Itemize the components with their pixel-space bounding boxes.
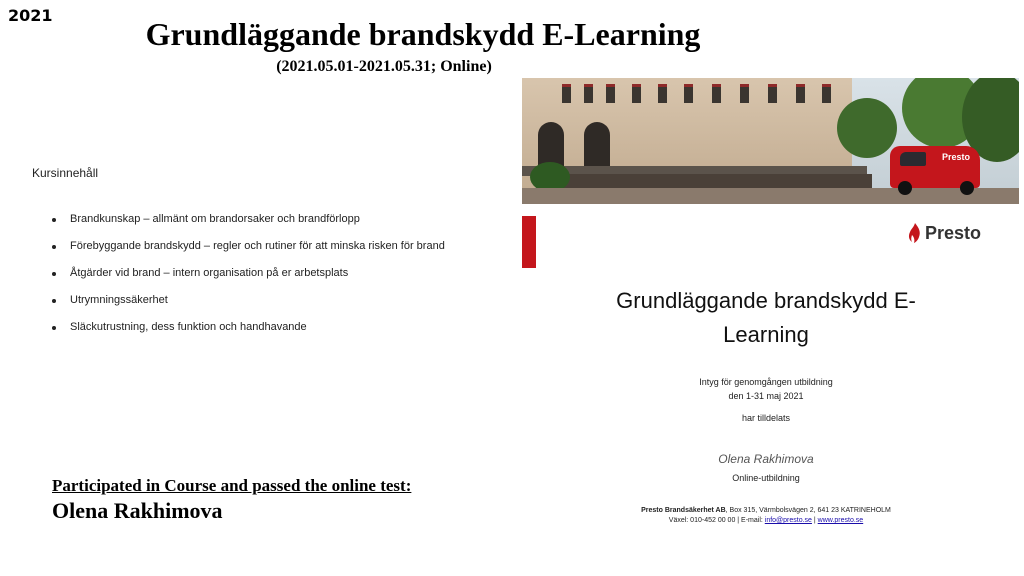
certificate-recipient: Olena Rakhimova bbox=[718, 452, 814, 466]
participation-statement: Participated in Course and passed the online test: bbox=[52, 476, 412, 495]
photo-window bbox=[684, 84, 693, 103]
photo-van-logo: Presto bbox=[942, 152, 971, 162]
photo-van-window bbox=[900, 152, 926, 166]
certificate-dates: den 1-31 maj 2021 bbox=[728, 391, 804, 401]
footer-phone: Växel: 010-452 00 00 | E-mail: bbox=[668, 517, 765, 524]
footer-separator: | bbox=[811, 517, 818, 524]
certificate-type: Online-utbildning bbox=[732, 473, 800, 483]
photo-window bbox=[562, 84, 571, 103]
presto-logo bbox=[908, 222, 981, 244]
year-label: 2021 bbox=[8, 6, 53, 25]
photo-van-wheel bbox=[898, 181, 912, 195]
brand-accent-bar bbox=[522, 216, 536, 268]
photo-window bbox=[632, 84, 641, 103]
course-content-item: Brandkunskap – allmänt om brandorsaker och brandförlopp bbox=[50, 213, 445, 240]
photo-arch bbox=[538, 122, 564, 166]
email-link[interactable]: info@presto.se bbox=[764, 517, 812, 524]
photo-tree bbox=[837, 98, 897, 158]
photo-window bbox=[822, 84, 831, 103]
photo-window bbox=[606, 84, 615, 103]
course-content-list bbox=[50, 213, 445, 348]
website-link[interactable]: www.presto.se bbox=[817, 517, 864, 524]
course-content-heading: Kursinnehåll bbox=[32, 166, 99, 180]
course-content-item: Släckutrustning, dess funktion och handhavande bbox=[50, 321, 445, 348]
photo-window bbox=[584, 84, 593, 103]
photo-window bbox=[658, 84, 667, 103]
photo-van-wheel bbox=[960, 181, 974, 195]
logo-text: Presto bbox=[925, 222, 982, 243]
photo-window bbox=[740, 84, 749, 103]
page-title: Grundläggande brandskydd E-Learning bbox=[145, 16, 701, 52]
photo-window bbox=[796, 84, 805, 103]
course-date-range: (2021.05.01-2021.05.31; Online) bbox=[276, 58, 492, 75]
course-content-item: Åtgärder vid brand – intern organisation på er arbetsplats bbox=[50, 267, 445, 294]
building-photo bbox=[522, 78, 1019, 204]
photo-window bbox=[768, 84, 777, 103]
footer-company: Presto Brandsäkerhet AB bbox=[641, 507, 726, 514]
certificate-title-line: Learning bbox=[723, 322, 809, 347]
photo-arch bbox=[584, 122, 610, 166]
participant-name: Olena Rakhimova bbox=[52, 498, 223, 523]
certificate-footer-address bbox=[560, 507, 972, 514]
certificate-footer-contact bbox=[560, 517, 972, 524]
certificate-awarded: har tilldelats bbox=[741, 413, 791, 423]
photo-window bbox=[712, 84, 721, 103]
photo-ground bbox=[522, 188, 1019, 204]
certificate-title bbox=[560, 284, 972, 352]
course-content-item: Förebyggande brandskydd – regler och rutiner för att minska risken för brand bbox=[50, 240, 445, 267]
certificate-title-line: Grundläggande brandskydd E- bbox=[616, 288, 916, 313]
certificate-intyg: Intyg för genomgången utbildning bbox=[699, 377, 833, 387]
flame-icon bbox=[908, 222, 922, 244]
footer-address: , Box 315, Värmbolsvägen 2, 641 23 KATRINEHOLM bbox=[725, 507, 891, 514]
course-content-item: Utrymningssäkerhet bbox=[50, 294, 445, 321]
